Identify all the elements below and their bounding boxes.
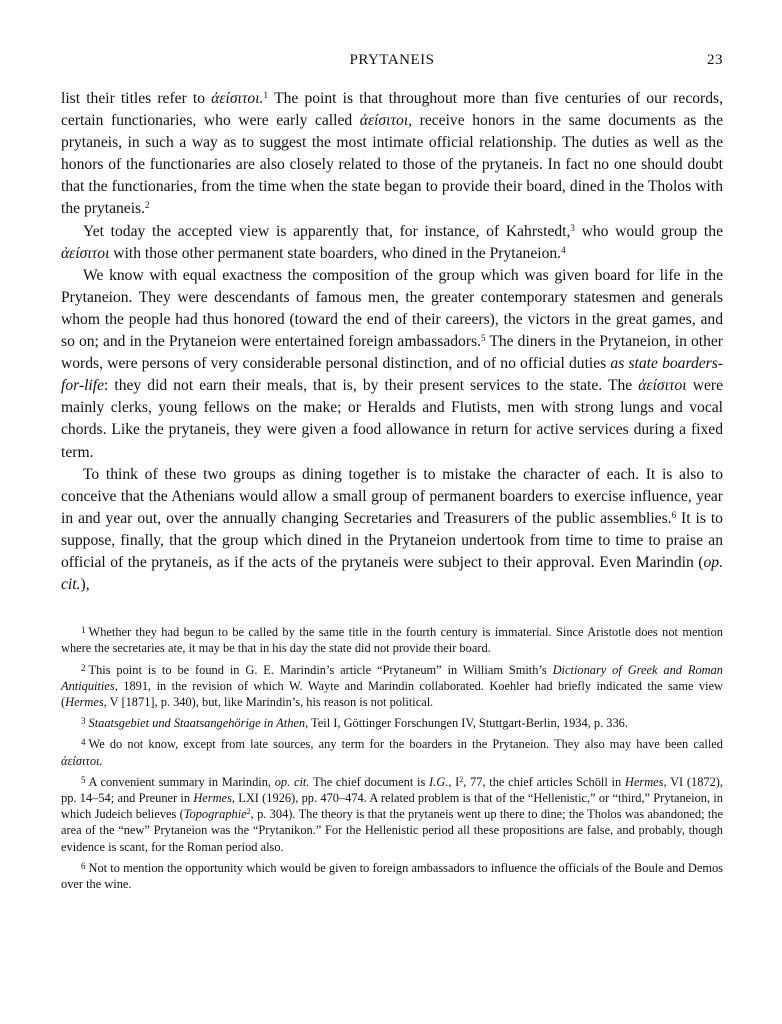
text-run: A convenient summary in Marindin, xyxy=(88,774,275,789)
italic-text: op. cit. xyxy=(61,553,723,594)
page xyxy=(61,52,723,895)
text-run: list their titles refer to xyxy=(61,90,212,107)
italic-text: ἀείσιτοι, xyxy=(359,112,413,130)
italic-text: ἀείσιτοι xyxy=(638,377,687,395)
italic-text: Dictionary of Greek and Roman Antiquities, xyxy=(61,662,723,693)
text-run: V [1871], p. 340), but, like Marindin’s, his reason is not political. xyxy=(106,694,434,709)
italic-text: ἀείσιτοι xyxy=(61,244,110,262)
italic-text: Staatsgebiet und Staatsangehörige in Athen, xyxy=(88,716,309,731)
text-run: The chief document is xyxy=(309,774,430,789)
text-run: The point is that throughout more than five centuries of our records, certain functionaries, who were early called xyxy=(61,90,723,130)
footnote-ref: 5 xyxy=(481,333,486,344)
italic-text: ἀείσιτοι. xyxy=(211,90,264,107)
text-run: who would group the xyxy=(574,222,723,240)
text-run: receive honors in the same documents as the prytaneis, in such a way as to suggest the most intimate official relationship. The duties as well as the honors of the functionaries are also closely related to those of the prytaneis. In fact no one should doubt that the functionaries, from the time when the state began to provide their board, dined in the Tholos with the prytaneis. xyxy=(61,112,723,218)
running-title: PRYTANEIS xyxy=(349,52,435,68)
footnote xyxy=(61,660,723,711)
text-run: LXI (1926), pp. 470–474. A related problem is that of the “Hellenistic,” or “third,” Prytaneion, in which Judeich believes ( xyxy=(61,790,723,822)
text-run: To think of these two groups as dining together is to mistake the character of each. It is also to conceive that the Athenians would allow a small group of permanent boarders to exercise influence, year in and year out, over the annually changing Secretaries and Treasurers of the public assemblies. xyxy=(61,465,723,527)
footnote-ref: 2 xyxy=(246,807,251,817)
text-run: were mainly clerks, young fellows on the make; or Heralds and Flutists, men with strong lungs and vocal chords. Like the prytaneis, they were given a food allowance in return for active services during a fixed term. xyxy=(61,377,723,461)
text-run: It is to suppose, finally, that the group which dined in the Prytaneion undertook from time to time to praise an official of the prytaneis, as if the acts of the prytaneis were subject to their approval. Even Marindin ( xyxy=(61,509,723,571)
text-run: Teil I, Göttinger Forschungen IV, Stuttgart-Berlin, 1934, p. 336. xyxy=(308,716,628,731)
footnote-ref: 3 xyxy=(570,222,575,233)
body-text xyxy=(61,88,723,596)
italic-text: op. cit. xyxy=(274,774,310,789)
footnote-number: 4 xyxy=(81,737,86,748)
text-run: : they did not earn their meals, that is, by their present services to the state. The xyxy=(104,377,639,395)
footnote xyxy=(61,772,723,855)
italic-text: Hermes, xyxy=(624,774,667,789)
footnote-ref: 4 xyxy=(561,244,566,255)
footnote xyxy=(61,858,723,892)
footnote-ref: 1 xyxy=(263,90,268,100)
text-run: VI (1872), pp. 14–54; and Preuner in xyxy=(61,774,723,805)
text-run: I xyxy=(451,774,460,789)
text-run: The diners in the Prytaneion, in other words, were persons of very considerable personal distinction, and of no official duties xyxy=(61,333,724,373)
text-run: We do not know, except from late sources, any term for the boarders in the Prytaneion. They also may have been called xyxy=(88,737,723,752)
footnote-number: 3 xyxy=(81,716,86,727)
paragraph xyxy=(61,265,723,464)
page-number: 23 xyxy=(707,52,723,68)
italic-text: Hermes, xyxy=(65,694,107,709)
footnote xyxy=(61,622,723,656)
text-run: We know with equal exactness the composition of the group which was given board for life in the Prytaneion. They were descendants of famous men, the greater contemporary statesmen and generals whom the people had thus honored (toward the end of their careers), the victors in the great games, and so on; and in the Prytaneion were entertained foreign ambassadors. xyxy=(61,266,723,351)
footnote-number: 6 xyxy=(81,860,86,871)
italic-text: ἀείσιτοι. xyxy=(61,753,103,768)
footnote-number: 5 xyxy=(81,774,86,785)
running-head xyxy=(61,52,723,76)
footnote-ref: 2 xyxy=(459,774,464,784)
text-run: Whether they had begun to be called by the same title in the fourth century is immaterial. Since Aristotle does not mention where the secretaries ate, it may be that in his day the state did not provide their board. xyxy=(61,625,723,656)
paragraph xyxy=(61,88,723,221)
text-run: with those other permanent state boarders, who dined in the Prytaneion. xyxy=(109,244,562,262)
text-run: ), xyxy=(80,576,90,594)
footnote-ref: 6 xyxy=(671,509,677,520)
italic-text: I.G., xyxy=(429,774,452,789)
italic-text: as state boarders-for-life xyxy=(61,355,724,395)
footnote xyxy=(61,713,723,731)
text-run: Not to mention the opportunity which would be given to foreign ambassadors to influence the officials of the Boule and Demos over the wine. xyxy=(61,860,723,891)
text-run: , p. 304). The theory is that the prytaneis went up there to dine; the Tholos was abandoned; the area of the “new” Prytaneion was the “Prytanikon.” For the Hellenistic period all these propositions are false, and probably, though evidence is scant, for the Roman period also. xyxy=(61,807,723,854)
footnote xyxy=(61,734,723,768)
footnote-number: 1 xyxy=(81,625,86,636)
text-run: Yet today the accepted view is apparently that, for instance, of Kahrstedt, xyxy=(83,222,571,240)
footnote-ref: 2 xyxy=(145,200,150,211)
footnote-number: 2 xyxy=(81,662,86,673)
paragraph xyxy=(61,221,723,265)
text-run: 1891, in the revision of which W. Wayte and Marindin collaborated. Koehler had briefly indicated the same view ( xyxy=(61,678,723,709)
text-run: This point is to be found in G. E. Marindin’s article “Prytaneum” in William Smith’s xyxy=(88,662,553,677)
italic-text: Hermes, xyxy=(193,790,235,805)
footnotes xyxy=(61,622,723,892)
paragraph xyxy=(61,464,723,597)
text-run: , 77, the chief articles Schöll in xyxy=(463,774,625,789)
italic-text: Topographie xyxy=(183,807,247,822)
